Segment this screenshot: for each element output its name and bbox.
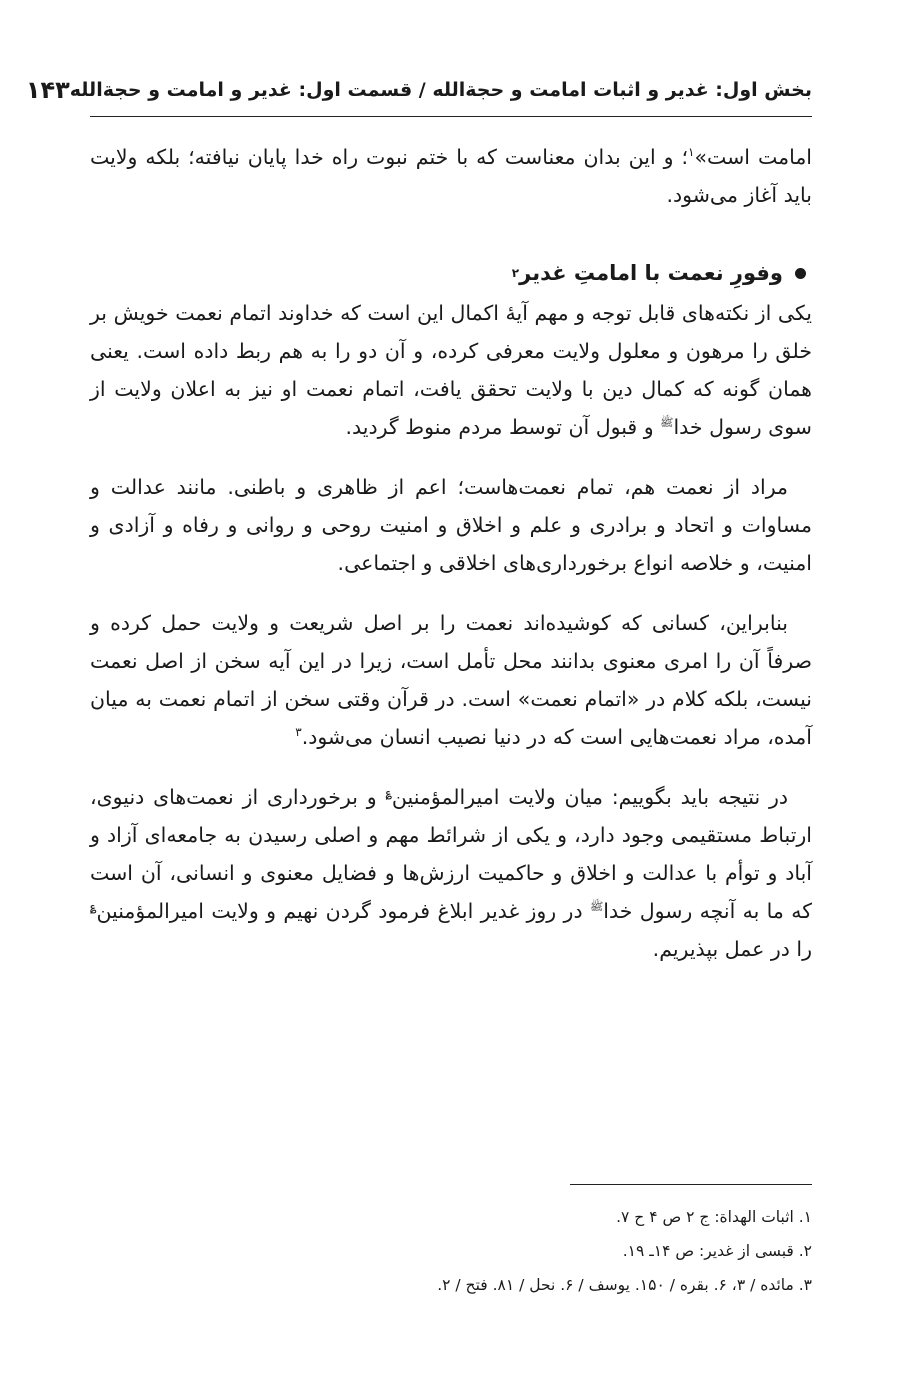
running-header (25, 72, 812, 117)
paragraph-1 (90, 294, 812, 446)
paragraph-3-text: بنابراین، کسانی که کوشیده‌اند نعمت را بر اصل شریعت و ولایت حمل کرده و صرفاً آن را امری معنوی بدانند محل تأمل است، زیرا در این آیه سخن از اصل نعمت نیست، بلکه کلام در «اتمام نعمت» است. در قرآن وقتی سخن از اتمام نعمت به میان آمده، مراد نعمت‌هایی است که در دنیا نصیب انسان می‌شود. (90, 611, 812, 749)
header-title: بخش اول: غدیر و اثبات امامت و حجةالله / قسمت اول: غدیر و امامت و حجةالله (69, 79, 812, 101)
paragraph-4 (90, 778, 812, 968)
footnote-divider (570, 1184, 812, 1185)
footnote-3: ۳. مائده / ۳، ۶. بقره / ۱۵۰. یوسف / ۶. نحل / ۸۱. فتح / ۲. (437, 1276, 812, 1294)
paragraph-1-text-b: و قبول آن توسط مردم منوط گردید. (345, 415, 661, 439)
paragraph-0-text: امامت است» (694, 145, 812, 169)
honorific-mark: ؏ (385, 786, 392, 800)
footnotes (90, 1200, 812, 1302)
book-page (25, 0, 812, 1390)
paragraph-0 (90, 138, 812, 214)
footnote-ref-1: ۱ (688, 145, 695, 160)
section-heading-text: وفورِ نعمت با امامتِ غدیر (519, 261, 783, 285)
paragraph-0-rest: ؛ و این بدان معناست که با ختم نبوت راه خدا پایان نیافته؛ بلکه ولایت باید آغاز می‌شود. (90, 145, 812, 207)
honorific-mark: ؏ (90, 900, 97, 914)
bullet-icon (795, 268, 806, 279)
honorific-mark: ﷺ (589, 900, 604, 914)
page-number: ۱۴۳ (25, 76, 70, 104)
paragraph-4-text-c: در روز غدیر ابلاغ فرمود گردن نهیم و ولایت امیرالمؤمنین (96, 899, 590, 923)
paragraph-1-text-a: یکی از نکته‌های قابل توجه و مهم آیهٔ اکمال این است که خداوند اتمام نعمت خویش بر خلق را مرهون و معلول ولایت معرفی کرده، و آن دو را به هم ربط داده است. یعنی همان گونه که کمال دین با ولایت تحقق یافت، اتمام نعمت او نیز به اعلان ولایت از سوی رسول خدا (90, 301, 812, 439)
footnote-1: ۱. اثبات الهداة: ج ۲ ص ۴ ح ۷. (616, 1208, 812, 1226)
paragraph-4-text-d: را در عمل بپذیریم. (652, 937, 812, 961)
section-heading: وفورِ نعمت با امامتِ غدیر ۲ (90, 254, 812, 292)
footnote-ref-3: ۳ (295, 725, 302, 740)
paragraph-3 (90, 604, 812, 756)
paragraph-4-text-a: در نتیجه باید بگوییم: میان ولایت امیرالمؤمنین (391, 785, 788, 809)
footnote-2: ۲. قبسی از غدیر: ص ۱۴ـ ۱۹. (622, 1242, 812, 1260)
paragraph-2: مراد از نعمت هم، تمام نعمت‌هاست؛ اعم از ظاهری و باطنی. مانند عدالت و مساوات و اتحاد و برادری و علم و اخلاق و امنیت روحی و روانی و رفاه و آزادی و امنیت، و خلاصه انواع برخورداری‌های اخلاقی و اجتماعی. (90, 475, 812, 575)
honorific-mark: ﷺ (660, 416, 674, 430)
body-text (90, 138, 812, 990)
paragraph-4-text-b: و برخورداری از نعمت‌های دنیوی، ارتباط مستقیمی وجود دارد، و یکی از شرائط مهم و اصلی رسیدن به جامعه‌ای آزاد و آباد و توأم با عدالت و اخلاق و حاکمیت ارزش‌ها و فضایل معنوی و انسانی، آن است که ما به آنچه رسول خدا (90, 785, 812, 923)
